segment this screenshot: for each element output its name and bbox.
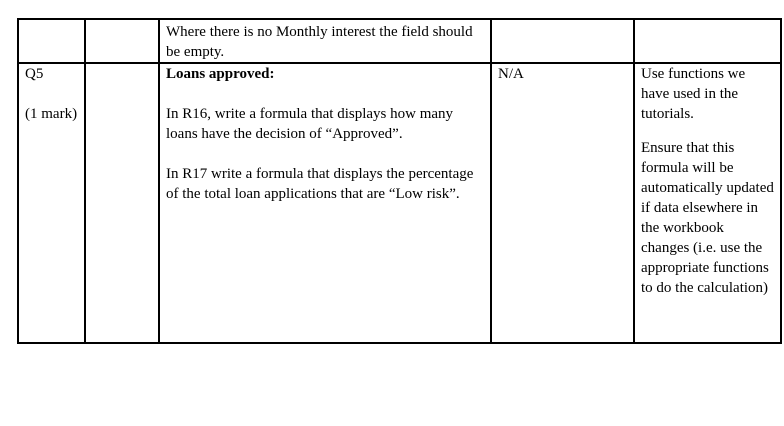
question-id-cell [18, 63, 85, 343]
note-functions: Use functions we have used in the tutorials. [641, 66, 746, 122]
marks-cell [85, 19, 159, 63]
instruction-r17: In R17 write a formula that displays the percentage of the total loan applications that are “Low risk”. [166, 166, 474, 202]
question-text-cell [159, 19, 491, 63]
task-heading: Loans approved: [166, 66, 275, 82]
question-text: Where there is no Monthly interest the field should be empty. [166, 24, 473, 60]
question-marks: (1 mark) [25, 106, 78, 122]
answer-cell [491, 19, 634, 63]
notes-cell [634, 63, 781, 343]
question-id-cell [18, 19, 85, 63]
note-auto-update: Ensure that this formula will be automatically updated if data elsewhere in the workbook changes (i.e. use the appropriate functions to do the calculation) [641, 140, 774, 296]
instruction-r16: In R16, write a formula that displays how many loans have the decision of “Approved”. [166, 106, 454, 142]
question-text-cell [159, 63, 491, 343]
assignment-table [17, 18, 782, 344]
answer-value: N/A [498, 66, 524, 82]
table-row [18, 19, 781, 63]
table-row [18, 63, 781, 343]
question-id: Q5 [25, 66, 44, 82]
marks-cell [85, 63, 159, 343]
answer-cell [491, 63, 634, 343]
notes-cell [634, 19, 781, 63]
